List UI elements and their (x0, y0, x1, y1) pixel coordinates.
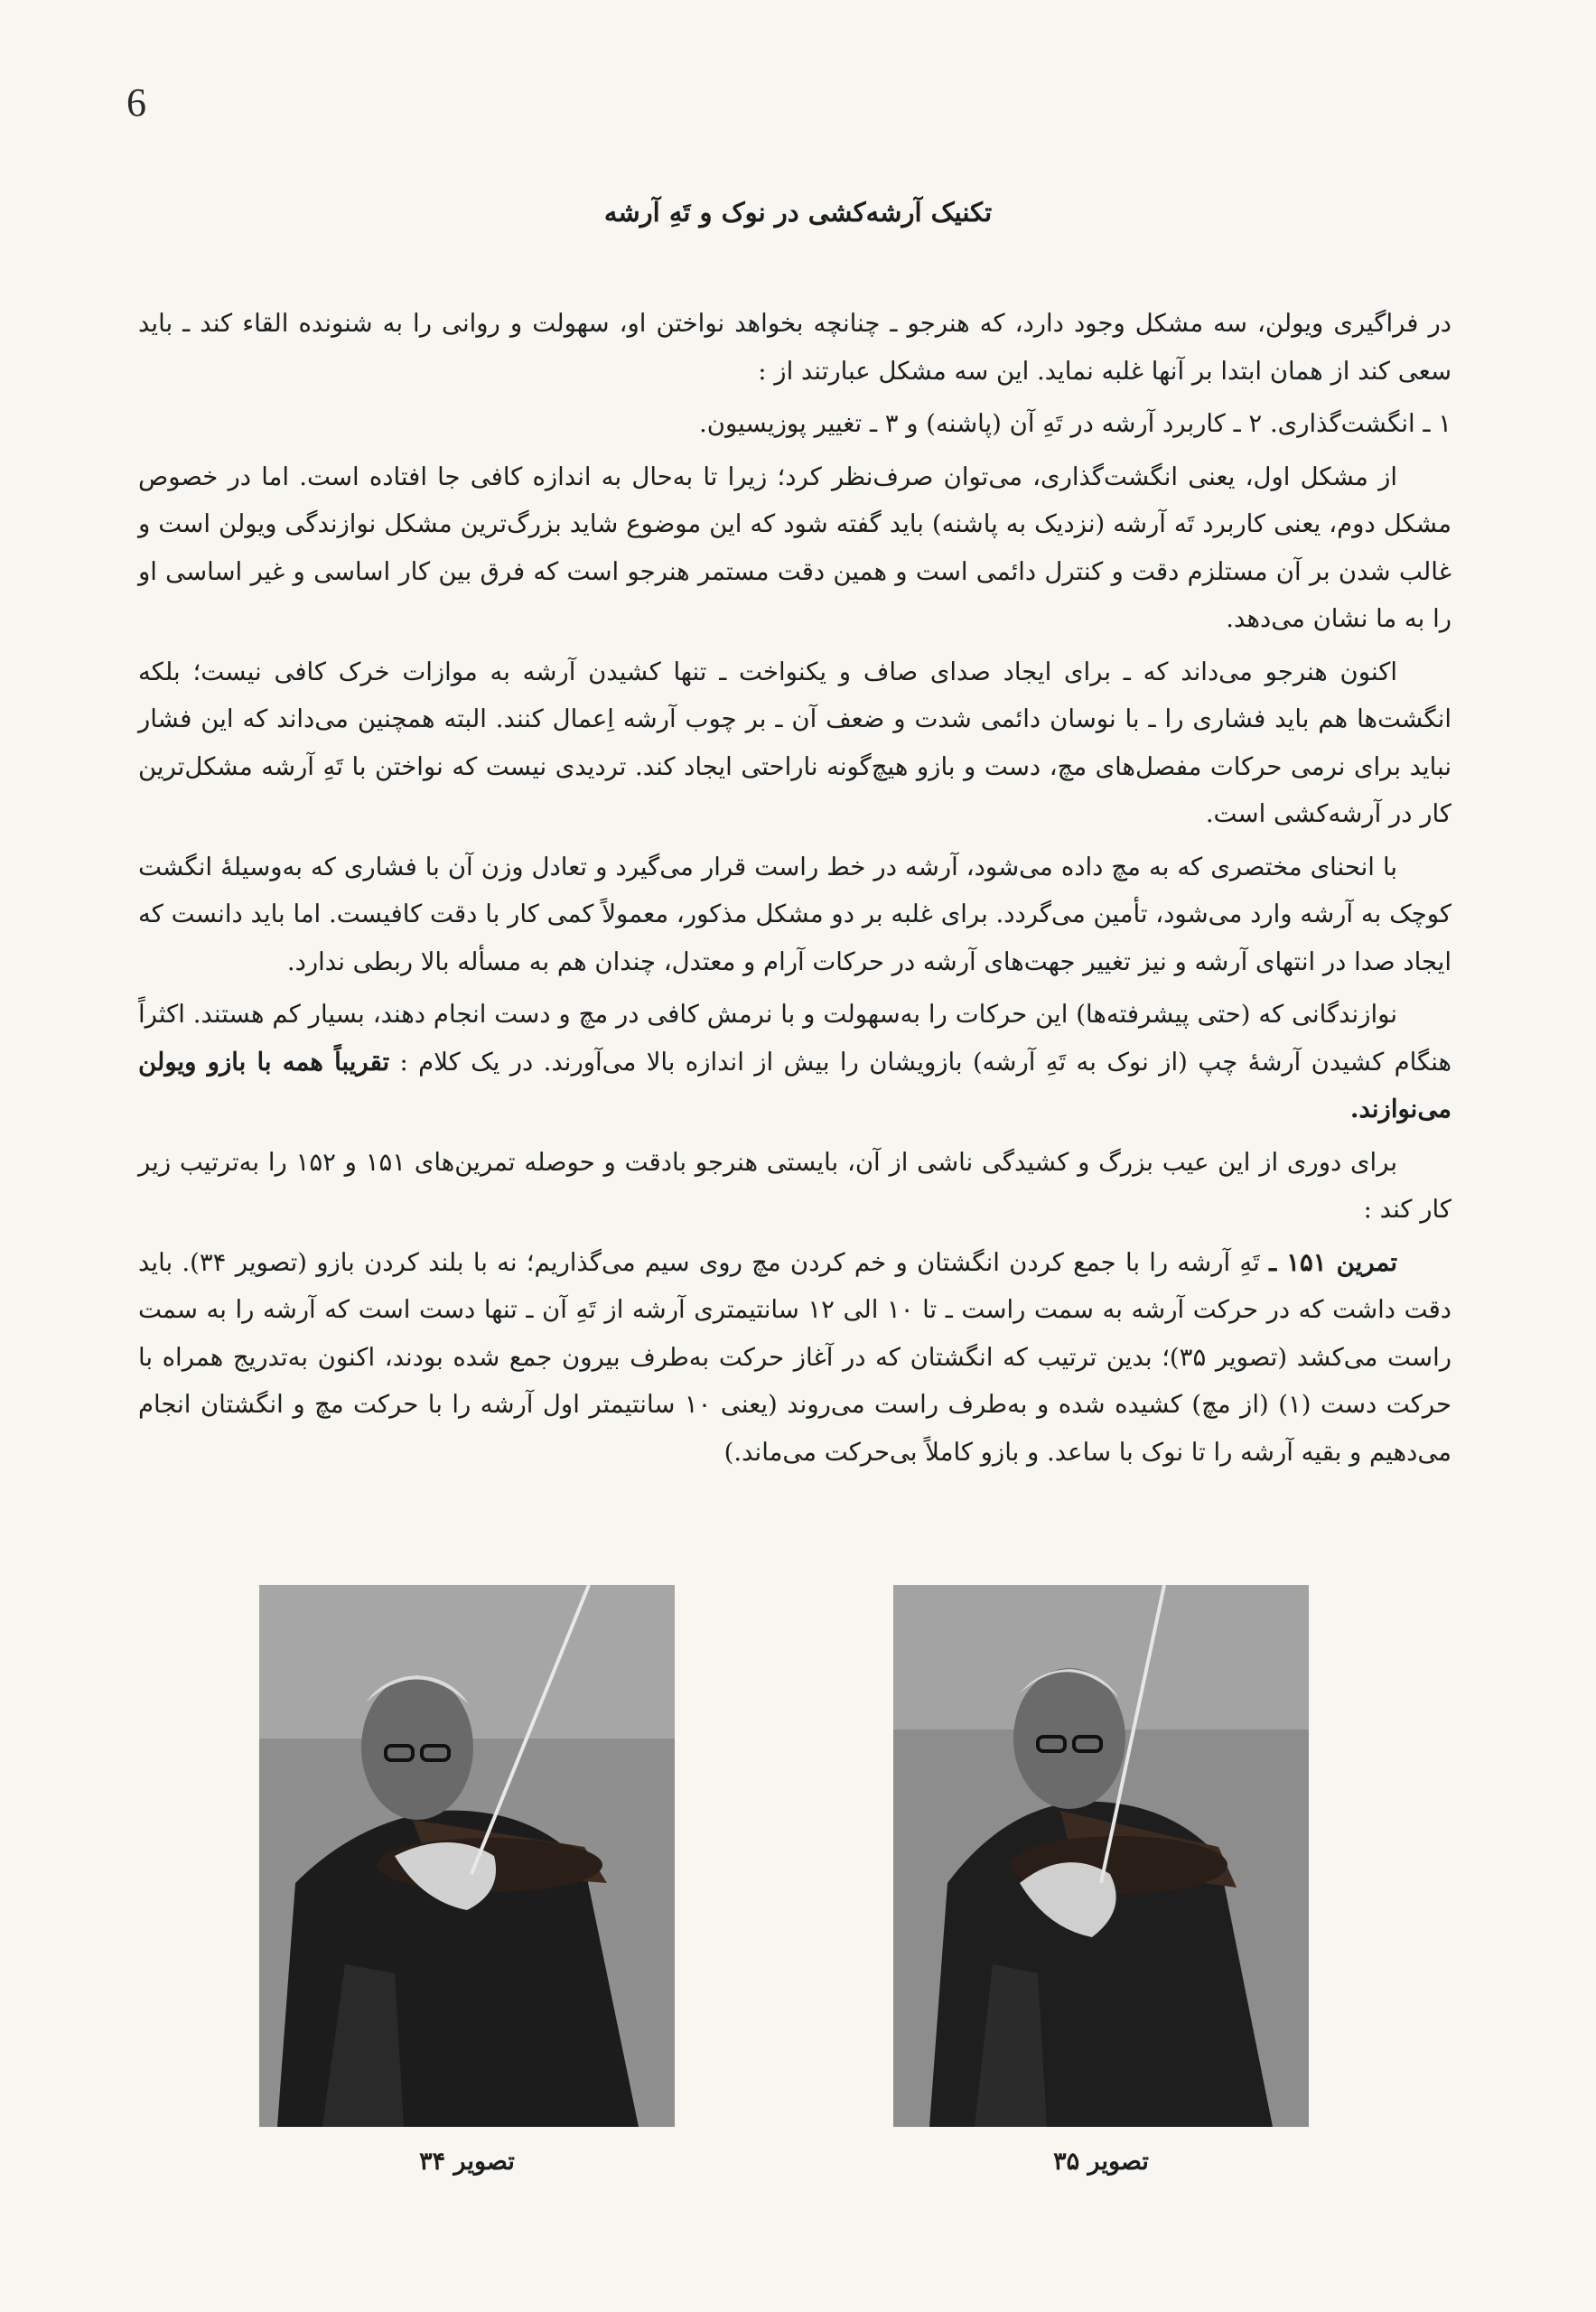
arm-emphasis: تقریباً همه با بازو ویولن می‌نوازند. (138, 1047, 1451, 1123)
paragraph-exercise-151 (138, 1239, 1451, 1477)
footnote-marker: (۱) (1278, 1390, 1311, 1419)
photo-violinist-fig35 (893, 1585, 1309, 2127)
arm-text: نوازندگانی که (حتی پیشرفته‌ها) این حرکات را به‌سهولت و با نرمش کافی در مچ و دست انجام دهند، بسیار کم هستند. اکثراً هنگام کشیدن آرشهٔ چپ (از نوک به تَهِ آرشه) بازویشان را بیش از اندازه بالا می‌آورند. در یک کلام : (138, 1000, 1451, 1077)
exercise-tail: (از مچ) کشیده شده و به‌طرف راست می‌روند (یعنی ۱۰ سانتیمتر اول آرشه را با حرکت مچ و انگشتان انجام می‌دهیم و بقیه آرشه را تا نوک با ساعد. و بازو کاملاً بی‌حرکت می‌ماند.) (138, 1390, 1451, 1467)
paragraph-fingering: از مشکل اول، یعنی انگشت‌گذاری، می‌توان صرف‌نظر کرد؛ زیرا تا به‌حال به اندازه کافی جا افتاده است. اما در خصوص مشکل دوم، یعنی کاربرد تَه آرشه (نزدیک به پاشنه) باید گفته شود که این موضوع شاید بزرگ‌ترین مشکل نوازندگی ویولن است و غالب شدن بر آن مستلزم دقت و کنترل دائمی است و همین دقت مستمر هنرجو است که فرق بین کار اساسی و غیر اساسی او را به ما نشان می‌دهد. (138, 461, 1451, 633)
paragraph-pressure: اکنون هنرجو می‌داند که ـ برای ایجاد صدای صاف و یکنواخت ـ تنها کشیدن آرشه به موازات خرک کافی نیست؛ بلکه انگشت‌ها هم باید فشاری را ـ با نوسان دائمی شدت و ضعف آن ـ بر چوب آرشه اِعمال کنند. البته همچنین می‌داند که این فشار نباید برای نرمی حرکات مفصل‌های مچ، دست و بازو هیچ‌گونه ناراحتی ایجاد کند. تردیدی نیست که نواختن با تَهِ آرشه مشکل‌ترین کار در آرشه‌کشی است. (138, 657, 1451, 828)
caption-fig34: تصویر ۳۴ (419, 2148, 515, 2176)
paragraph-intro: در فراگیری ویولن، سه مشکل وجود دارد، که هنرجو ـ چنانچه بخواهد نواختن او، سهولت و روانی را به شنونده القاء کند ـ باید سعی کند از همان ابتدا بر آنها غلبه نماید. این سه مشکل عبارتند از : (138, 309, 1451, 386)
paragraph-avoid: برای دوری از این عیب بزرگ و کشیدگی ناشی از آن، بایستی هنرجو بادقت و حوصله تمرین‌های ۱۵۱ و ۱۵۲ را به‌ترتیب زیر کار کند : (138, 1147, 1451, 1224)
body-text (138, 300, 1451, 1481)
caption-fig35: تصویر ۳۵ (1053, 2148, 1149, 2176)
exercise-label: تمرین ۱۵۱ ـ (1269, 1247, 1397, 1277)
exercise-body: تَهِ آرشه را با جمع کردن انگشتان و خم کردن مچ روی سیم می‌گذاریم؛ نه با بلند کردن بازو (تصویر ۳۴). باید دقت داشت که در حرکت آرشه به سمت راست ـ تا ۱۰ الی ۱۲ سانتیمتری آرشه از تَهِ آن ـ تنها دست است که آرشه را به سمت راست می‌کشد (تصویر ۳۵)؛ بدین ترتیب که انگشتان که در آغاز حرکت به‌طرف بیرون جمع شده بودند، اکنون به‌تدریج همراه با حرکت دست (138, 1247, 1452, 1419)
page-number: 6 (126, 80, 146, 125)
paragraph-wrist: با انحنای مختصری که به مچ داده می‌شود، آرشه در خط راست قرار می‌گیرد و تعادل وزن آن با فشاری که به‌وسیلهٔ انگشت کوچک به آرشه وارد می‌شود، تأمین می‌گردد. برای غلبه بر دو مشکل مذکور، معمولاً کمی کار با دقت کافیست. اما باید دانست که ایجاد صدا در انتهای آرشه و نیز تغییر جهت‌های آرشه در حرکات آرام و معتدل، چندان هم به مسأله بالا ربطی ندارد. (138, 852, 1451, 976)
chapter-title: تکنیک آرشه‌کشی در نوک و تَهِ آرشه (603, 197, 993, 228)
paragraph-list: ۱ ـ انگشت‌گذاری. ۲ ـ کاربرد آرشه در تَهِ آن (پاشنه) و ۳ ـ تغییر پوزیسیون. (699, 409, 1451, 438)
paragraph-arm (138, 991, 1451, 1133)
photo-violinist-fig34 (259, 1585, 675, 2127)
